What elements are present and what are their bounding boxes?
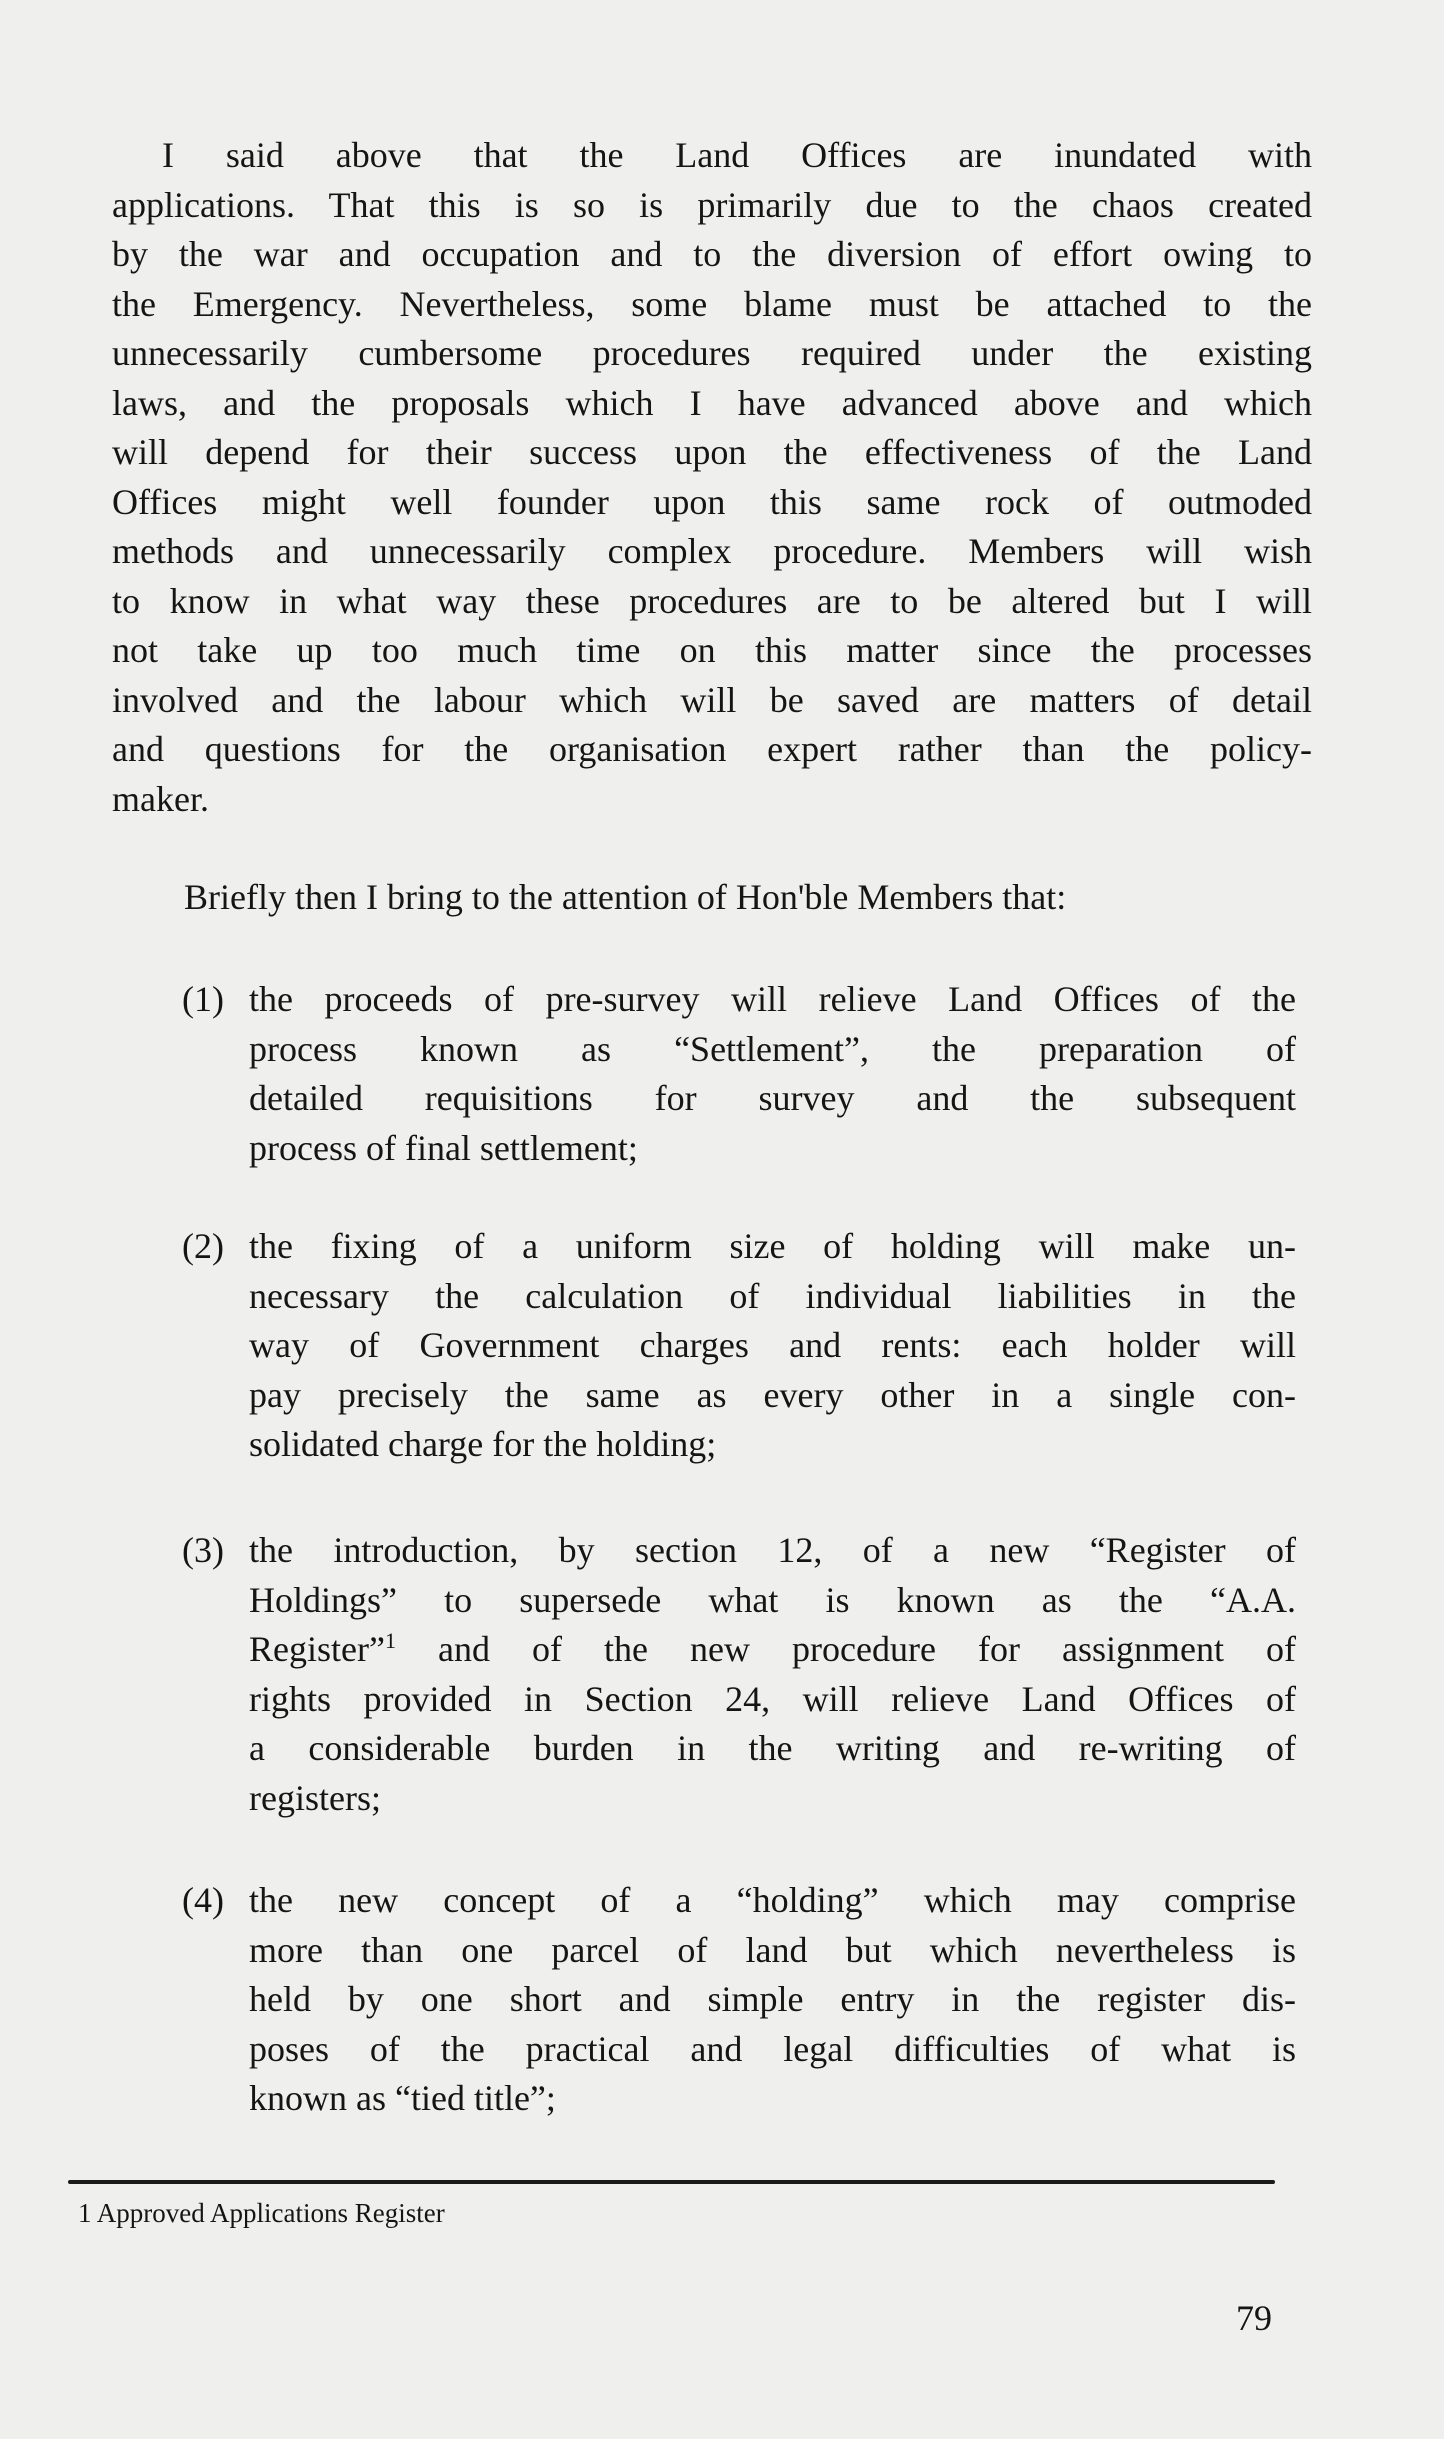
paragraph-intro: [112, 131, 1312, 824]
footnote-reference: 1: [384, 1628, 396, 1653]
footnote-divider: [68, 2180, 1275, 2184]
text-line: necessary the calculation of individual liabilities in the: [249, 1275, 1296, 1316]
text-line: pay precisely the same as every other in a single con-: [249, 1374, 1296, 1415]
text-line: held by one short and simple entry in the register dis-: [249, 1979, 1296, 2019]
text-fragment: Register”: [249, 1629, 385, 1669]
text-line: registers;: [249, 1777, 381, 1818]
text-line: applications. That this is so is primarily due to the chaos created: [112, 184, 1312, 225]
list-number: (1): [182, 979, 224, 1019]
text-line: the new concept of a “holding” which may comprise: [249, 1880, 1296, 1920]
list-item-text: [249, 1526, 1296, 1823]
text-line: methods and unnecessarily complex procedure. Members will wish: [112, 531, 1312, 571]
text-line: the Emergency. Nevertheless, some blame must be attached to the: [112, 283, 1312, 324]
text-line: and questions for the organisation expert rather than the policy-: [112, 729, 1312, 769]
text-line: rights provided in Section 24, will relieve Land Offices of: [249, 1678, 1296, 1719]
text-line: will depend for their success upon the effectiveness of the Land: [112, 432, 1312, 472]
list-number: (4): [182, 1880, 224, 1920]
list-item-text: [249, 1876, 1296, 2124]
text-line: the fixing of a uniform size of holding will make un-: [249, 1226, 1296, 1266]
text-line: process known as “Settlement”, the preparation of: [249, 1028, 1296, 1069]
text-line: more than one parcel of land but which nevertheless is: [249, 1929, 1296, 1970]
list-number: (3): [182, 1530, 224, 1570]
text-line: Offices might well founder upon this same rock of outmoded: [112, 481, 1312, 522]
text-line: way of Government charges and rents: each holder will: [249, 1325, 1296, 1365]
footnote: 1 Approved Applications Register: [78, 2198, 445, 2228]
text-line: detailed requisitions for survey and the subsequent: [249, 1078, 1296, 1118]
text-line: laws, and the proposals which I have advanced above and which: [112, 382, 1312, 423]
text-line: poses of the practical and legal difficulties of what is: [249, 2028, 1296, 2069]
text-line: [249, 1625, 1296, 1675]
text-line: to know in what way these procedures are to be altered but I will: [112, 580, 1312, 621]
text-line: Holdings” to supersede what is known as the “A.A.: [249, 1579, 1296, 1620]
text-line: a considerable burden in the writing and re-writing of: [249, 1728, 1296, 1768]
page-number: 79: [1236, 2298, 1272, 2338]
text-line: involved and the labour which will be saved are matters of detail: [112, 679, 1312, 720]
text-line: process of final settlement;: [249, 1127, 638, 1168]
text-line: I said above that the Land Offices are inundated with: [162, 135, 1312, 175]
text-line: solidated charge for the holding;: [249, 1424, 717, 1464]
text-line: not take up too much time on this matter since the processes: [112, 630, 1312, 670]
text-line: known as “tied title”;: [249, 2078, 556, 2118]
text-line: unnecessarily cumbersome procedures required under the existing: [112, 333, 1312, 373]
text-line: maker.: [112, 778, 209, 819]
text-fragment: and of the new procedure for assignment of: [395, 1629, 1296, 1669]
paragraph-briefly: Briefly then I bring to the attention of Hon'ble Members that:: [184, 877, 1067, 917]
list-item-text: [249, 1222, 1296, 1470]
list-number: (2): [182, 1226, 224, 1266]
list-item-text: [249, 975, 1296, 1173]
text-line: by the war and occupation and to the diversion of effort owing to: [112, 234, 1312, 274]
text-line: the proceeds of pre-survey will relieve Land Offices of the: [249, 979, 1296, 1019]
text-line: the introduction, by section 12, of a new “Register of: [249, 1530, 1296, 1570]
